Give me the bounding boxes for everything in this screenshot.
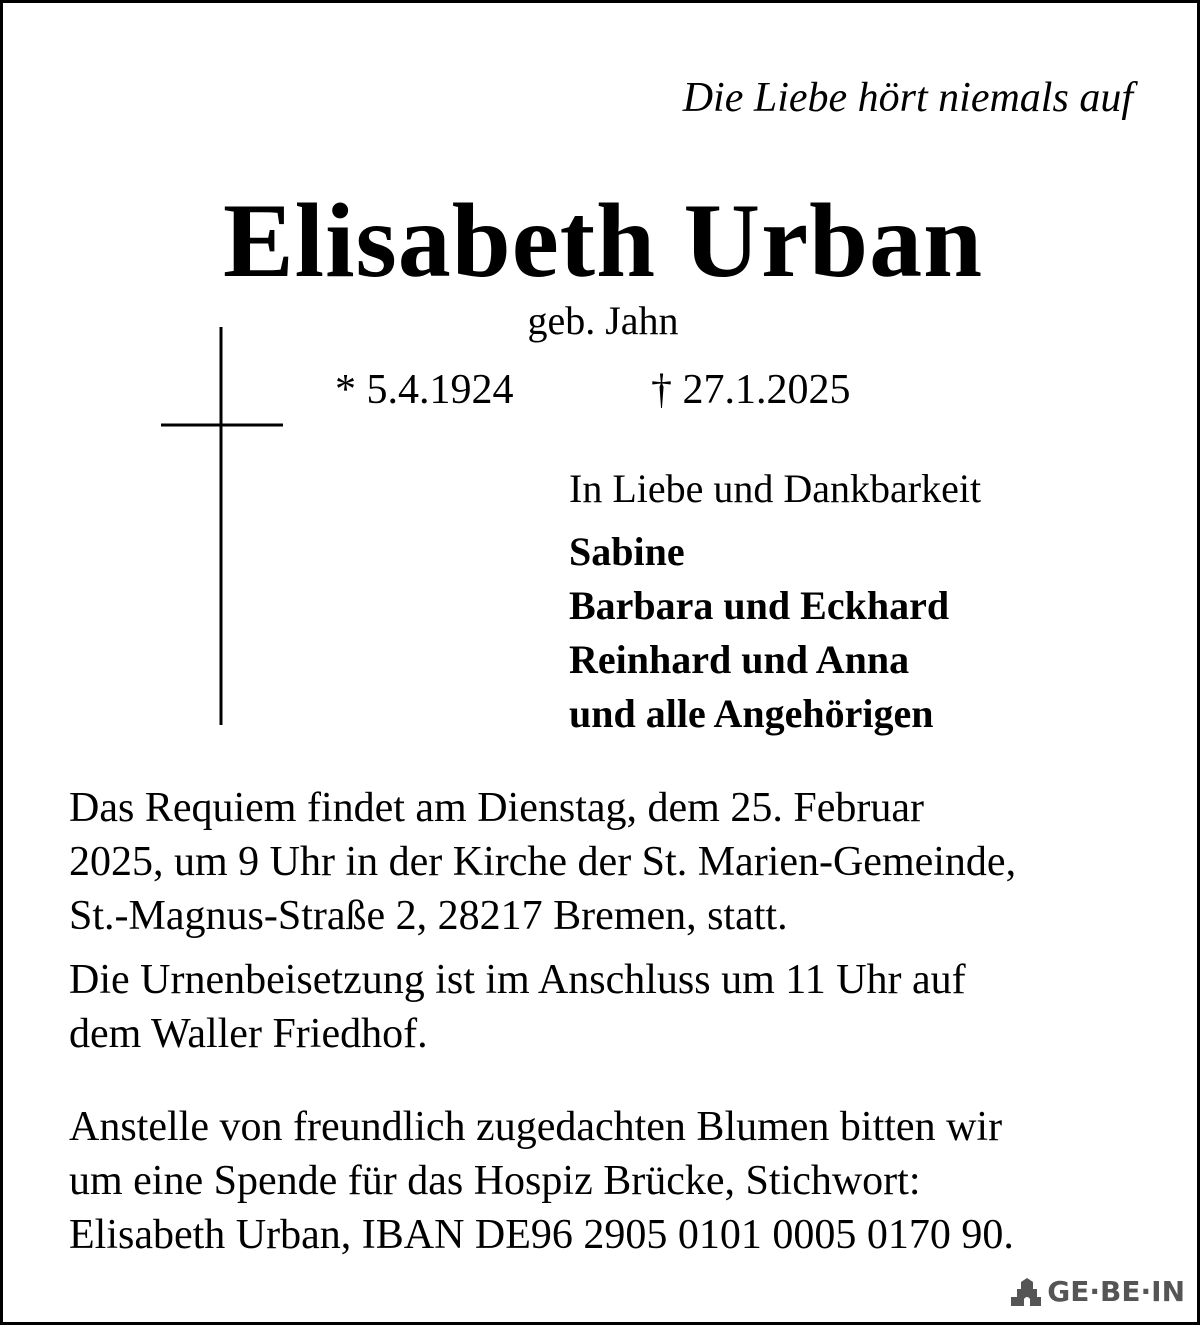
mourner: Barbara und Eckhard — [569, 583, 950, 628]
publisher-logo — [1009, 1276, 1185, 1308]
requiem-line: Das Requiem findet am Dienstag, dem 25. Februar — [69, 785, 924, 831]
requiem-line: 2025, um 9 Uhr in der Kirche der St. Marien-Gemeinde, — [69, 839, 1017, 885]
burial-line: Die Urnenbeisetzung ist im Anschluss um 11 Uhr auf — [69, 957, 966, 1003]
requiem-paragraph — [69, 781, 1149, 943]
donation-line: um eine Spende für das Hospiz Brücke, Stichwort: — [69, 1158, 921, 1204]
logo-text: GE·BE·IN — [1047, 1275, 1185, 1308]
donation-line: Anstelle von freundlich zugedachten Blumen bitten wir — [69, 1104, 1003, 1150]
requiem-line: St.-Magnus-Straße 2, 28217 Bremen, statt. — [69, 893, 788, 939]
burial-paragraph — [69, 953, 1149, 1061]
death-date: † 27.1.2025 — [651, 367, 851, 413]
donation-line: Elisabeth Urban, IBAN DE96 2905 0101 0005 0170 90. — [69, 1212, 1014, 1258]
mourner: Reinhard und Anna — [569, 637, 910, 682]
ge-be-in-logo-icon — [1009, 1277, 1043, 1307]
motto: Die Liebe hört niemals auf — [682, 75, 1133, 121]
maiden-name: geb. Jahn — [527, 298, 679, 343]
donation-paragraph — [69, 1100, 1149, 1262]
burial-line: dem Waller Friedhof. — [69, 1011, 428, 1057]
thanks-line: In Liebe und Dankbarkeit — [569, 466, 982, 511]
birth-date: * 5.4.1924 — [335, 367, 514, 413]
mourners-list — [569, 525, 949, 741]
mourner: und alle Angehörigen — [569, 691, 934, 736]
deceased-name: Elisabeth Urban — [222, 182, 984, 299]
mourner: Sabine — [569, 529, 685, 574]
